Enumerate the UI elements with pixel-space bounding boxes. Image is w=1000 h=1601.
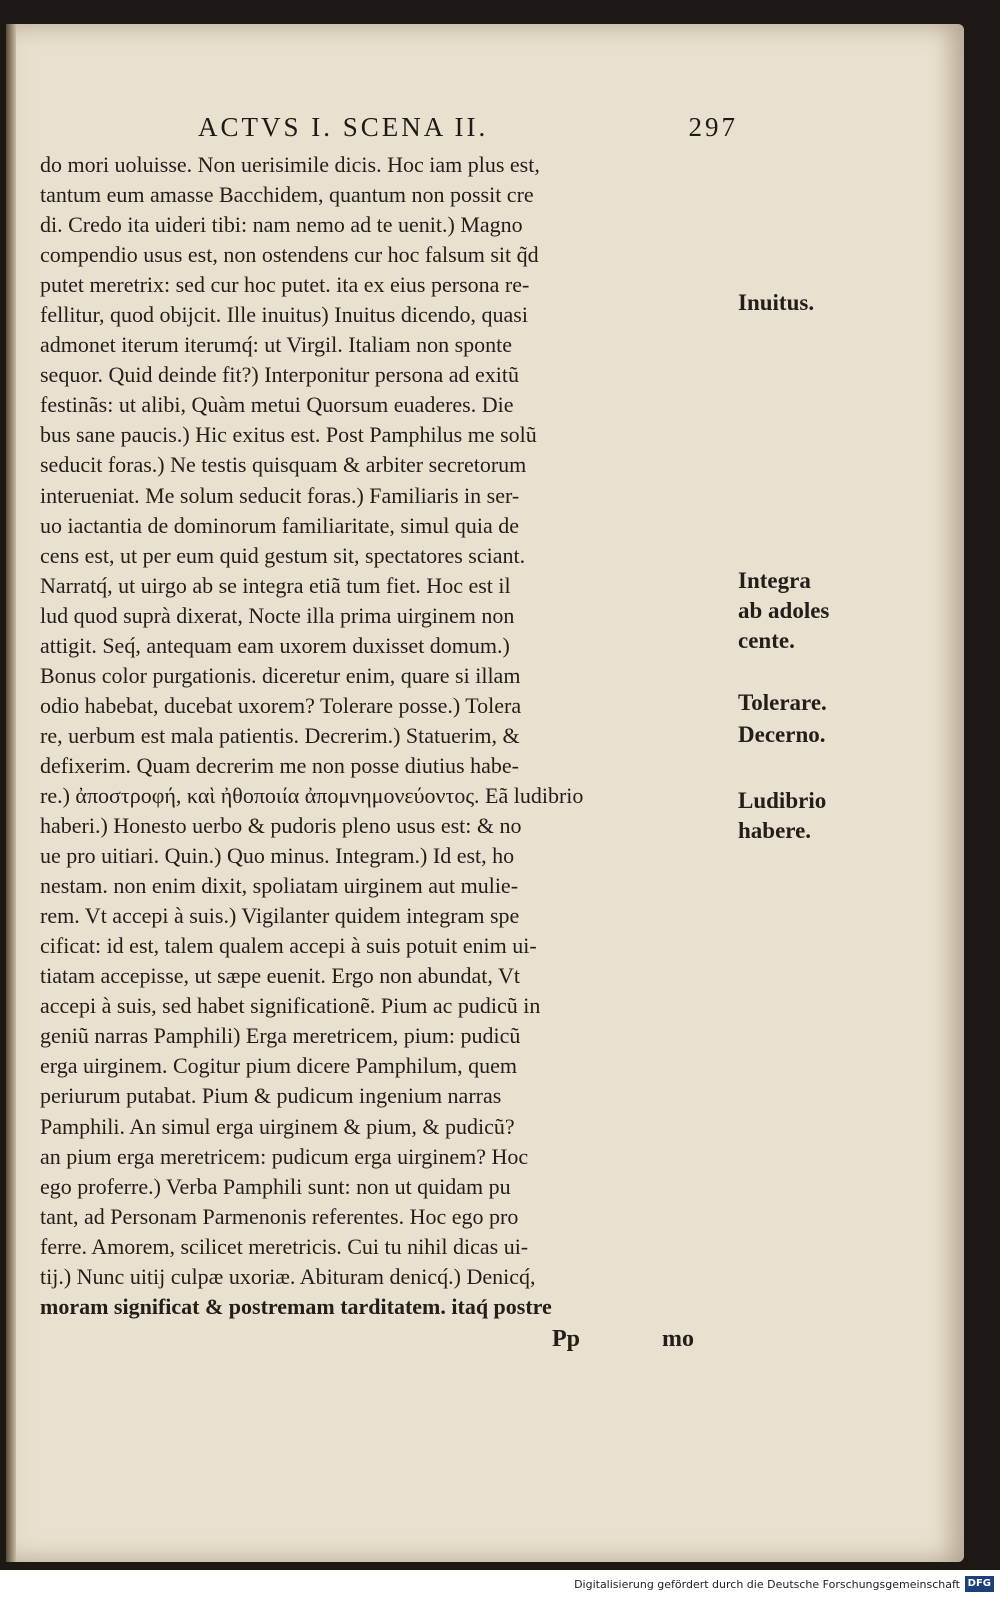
text-line: Narratq́, ut uirgo ab se integra etiã tum fiet. Hoc est il	[40, 572, 511, 598]
text-line: uo iactantia de dominorum familiaritate, simul quia de	[40, 512, 519, 538]
margin-note-habere: habere.	[738, 818, 812, 843]
margin-note-inuitus: Inuitus.	[738, 290, 815, 315]
text-line: accepi à suis, sed habet significationẽ. Pium ac pudicũ in	[40, 993, 541, 1019]
text-line: admonet iterum iterumq́: ut Virgil. Italiam non sponte	[40, 332, 513, 358]
commentary-text	[40, 150, 730, 1354]
margin-note-ludibrio: Ludibrio	[738, 788, 827, 813]
text-line: Pamphili. An simul erga uirginem & pium, & pudicũ?	[40, 1113, 515, 1139]
text-line: compendio usus est, non ostendens cur hoc falsum sit q̃d	[40, 242, 539, 268]
text-line: cificat: id est, talem qualem accepi à suis potuit enim ui-	[40, 933, 537, 959]
text-line: moram significat & postremam tarditatem. itaq́ postre	[40, 1293, 552, 1319]
text-line: periurum putabat. Pium & pudicum ingenium narras	[40, 1083, 502, 1109]
text-line: tantum eum amasse Bacchidem, quantum non possit cre	[40, 182, 534, 208]
text-line: ue pro uitiari. Quin.) Quo minus. Integram.) Id est, ho	[40, 843, 515, 869]
footer-bar	[0, 1570, 1000, 1601]
catchword: mo	[662, 1325, 694, 1352]
text-line: nestam. non enim dixit, spoliatam uirginem aut mulie-	[40, 873, 519, 899]
text-line: do mori uoluisse. Non uerisimile dicis. Hoc iam plus est,	[40, 152, 540, 177]
text-line: cens est, ut per eum quid gestum sit, spectatores sciant.	[40, 542, 526, 568]
text-line: an pium erga meretricem: pudicum erga uirginem? Hoc	[40, 1143, 529, 1169]
text-line: putet meretrix: sed cur hoc putet. ita ex eius persona re-	[40, 272, 530, 298]
text-line: seducit foras.) Ne testis quisquam & arbiter secretorum	[40, 452, 527, 478]
text-line: tant, ad Personam Parmenonis referentes. Hoc ego pro	[40, 1203, 519, 1229]
page-gutter	[6, 24, 16, 1562]
signature-mark: Pp	[552, 1325, 581, 1352]
text-line: re, uerbum est mala patientis. Decrerim.) Statuerim, &	[40, 722, 520, 748]
text-line: odio habebat, ducebat uxorem? Tolerare posse.) Tolera	[40, 692, 522, 718]
text-line: interueniat. Me solum seducit foras.) Familiaris in ser-	[40, 482, 520, 508]
margin-note-decerno: Decerno.	[738, 722, 826, 747]
text-line: lud quod suprà dixerat, Nocte illa prima uirginem non	[40, 602, 515, 628]
text-line: attigit. Seq́, antequam eam uxorem duxisset domum.)	[40, 632, 510, 658]
text-line: ego proferre.) Verba Pamphili sunt: non ut quidam pu	[40, 1173, 511, 1199]
text-line: erga uirginem. Cogitur pium dicere Pamphilum, quem	[40, 1053, 517, 1079]
text-line: tij.) Nunc uitij culpæ uxoriæ. Abituram denicq́.) Denicq́,	[40, 1263, 536, 1289]
page-number: 297	[688, 112, 738, 142]
text-line: geniũ narras Pamphili) Erga meretricem, pium: pudicũ	[40, 1023, 521, 1049]
dfg-logo: DFG	[965, 1576, 994, 1592]
text-line: Bonus color purgationis. diceretur enim, quare si illam	[40, 662, 521, 688]
text-line: sequor. Quid deinde fit?) Interponitur persona ad exitũ	[40, 362, 519, 388]
running-header	[198, 112, 738, 146]
text-line: bus sane paucis.) Hic exitus est. Post Pamphilus me solũ	[40, 422, 537, 448]
margin-note-integra: Integra	[738, 568, 811, 593]
text-line: rem. Vt accepi à suis.) Vigilanter quidem integram spe	[40, 903, 520, 929]
margin-note-ab-adoles: ab adoles	[738, 598, 830, 623]
text-line: tiatam accepisse, ut sæpe euenit. Ergo non abundat, Vt	[40, 963, 521, 989]
text-line: re.) ἀποστροφή, καὶ ἠθοποιία ἀπομνημονεύοντος. Eã ludibrio	[40, 782, 584, 808]
signature-row	[40, 1322, 730, 1354]
text-line: haberi.) Honesto uerbo & pudoris pleno usus est: & no	[40, 813, 522, 839]
text-line: defixerim. Quam decrerim me non posse diutius habe-	[40, 752, 519, 778]
header-title: ACTVS I. SCENA II.	[198, 112, 489, 142]
margin-note-tolerare: Tolerare.	[738, 690, 827, 715]
text-line: di. Credo ita uideri tibi: nam nemo ad te uenit.) Magno	[40, 212, 523, 238]
text-line: festinãs: ut alibi, Quàm metui Quorsum euaderes. Die	[40, 392, 514, 418]
text-line: ferre. Amorem, scilicet meretricis. Cui tu nihil dicas ui-	[40, 1233, 529, 1259]
margin-note-cente: cente.	[738, 628, 795, 653]
text-line: fellitur, quod obijcit. Ille inuitus) Inuitus dicendo, quasi	[40, 302, 528, 328]
footer-credit: Digitalisierung gefördert durch die Deutsche Forschungsgemeinschaft	[574, 1578, 960, 1591]
